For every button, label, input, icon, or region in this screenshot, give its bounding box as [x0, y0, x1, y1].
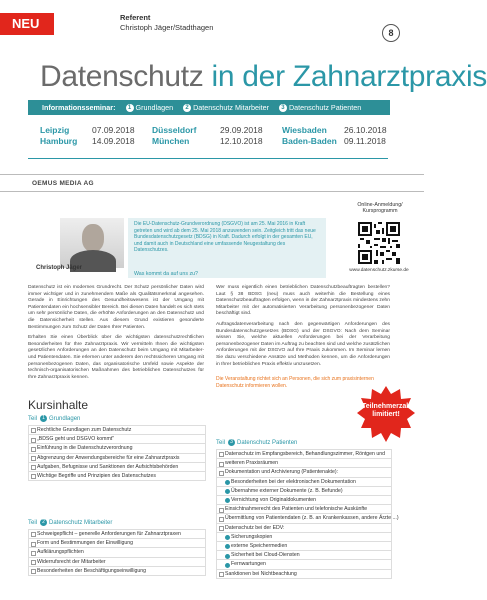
schedule-date: 26.10.2018 — [344, 125, 387, 135]
course-list-item: Vernichtung von Originaldokumenten — [217, 496, 391, 505]
course-list-item: Sicherungskopien — [217, 533, 391, 542]
part-title: Datenschutz Patienten — [237, 440, 298, 447]
course-list-item: Besonderheiten der Beschäftigungseinwilligung — [29, 567, 205, 576]
publisher-label: OEMUS MEDIA AG — [32, 180, 94, 187]
course-list-item: Einführung in die Datenschutzverordnung — [29, 444, 205, 453]
schedule-city: Düsseldorf — [152, 125, 197, 135]
banner-label: Informationsseminar: — [42, 103, 116, 112]
intro-question: Was kommt da auf uns zu? — [134, 271, 198, 277]
page-number: 8 — [382, 24, 400, 42]
schedule-date: 12.10.2018 — [220, 136, 263, 146]
new-badge: NEU — [0, 13, 54, 35]
course-list-item: Sanktionen bei Nichtbeachtung — [217, 570, 391, 579]
topic-number: 1 — [126, 104, 134, 112]
course-list-item: Dokumentation und Archivierung (Patientenakte): — [217, 468, 391, 477]
part-number: 2 — [40, 519, 47, 526]
title-part-2: in der Zahnarztpraxis — [211, 60, 487, 93]
referent-name: Christoph Jäger/Stadthagen — [120, 23, 214, 32]
course-list-item: Übermittlung von Patientendaten (z. B. an Krankenkassen, andere Ärzte ...) — [217, 514, 391, 523]
course-list-item: weiteren Praxisräumen — [217, 459, 391, 468]
schedule-city: Hamburg — [40, 136, 78, 146]
title-part-1: Datenschutz — [40, 60, 204, 93]
part-heading — [28, 415, 80, 422]
body-left-column — [28, 285, 204, 385]
course-list-item: Widerrufsrecht der Mitarbeiter — [29, 558, 205, 567]
audience-callout: Die Veranstaltung richtet sich an Personen, die sich zum praxisinternen Datenschutz informieren wollen. — [216, 376, 374, 389]
schedule-date: 14.09.2018 — [92, 136, 135, 146]
schedule-date: 29.09.2018 — [220, 125, 263, 135]
schedule-city: Wiesbaden — [282, 125, 327, 135]
course-list-item: Wichtige Begriffe und Prinzipien des Datenschutzes — [29, 472, 205, 481]
topic-label: Grundlagen — [135, 103, 174, 112]
part-number: 3 — [228, 439, 235, 446]
course-list-item: Einsichtnahmerecht des Patienten und telefonische Auskünfte — [217, 505, 391, 514]
topic-label: Datenschutz Patienten — [288, 103, 362, 112]
limited-participants-label: Teilnehmerzahl limitiert! — [362, 403, 413, 418]
divider — [28, 158, 388, 159]
topic-number: 2 — [183, 104, 191, 112]
course-list-item: Form und Bestimmungen der Einwilligung — [29, 539, 205, 548]
divider — [0, 191, 424, 192]
course-list-item: Rechtliche Grundlagen zum Datenschutz — [29, 426, 205, 435]
page-title — [40, 60, 487, 94]
part-heading — [28, 519, 112, 526]
schedule-city: Leipzig — [40, 125, 70, 135]
body-paragraph: Datenschutz ist ein modernes Grundrecht. Der Schutz persönlicher Daten wird immer wichtiger und in zunehmendem Maße als Qualitätsmerkmal angesehen. Gerade in Einrichtungen des Gesundheitswesens ist der Umgang mit Patientendaten ein hochsensibler Bereich. Bei diesen Daten handelt es sich stets um sehr persönliche Daten, die erhöhte Anforderungen an den Datenschutz und die Datensicherheit stellen. Aus diesem Grund existieren gesonderte Bestimmungen zum Schutz der Daten Ihrer Patienten. — [28, 285, 204, 330]
course-list-item: Schweigepflicht – generelle Anforderungen für Zahnarztpraxen — [29, 530, 205, 539]
course-list-item: externe Speichermedien — [217, 542, 391, 551]
part-title: Grundlagen — [49, 416, 81, 423]
body-right-column — [216, 285, 390, 372]
part-title: Datenschutz Mitarbeiter — [49, 520, 113, 527]
body-paragraph: Auftragsdatenverarbeitung nach den gegenwärtigen Anforderungen des Bundesdatenschutzgesetzes (BDSG) und der DSGVO: Nach dem Seminar wissen Sie, welche aktuellen Anforderungen bei der Verarbeitung personenbezogener Daten im Auftrag zu beachten sind und welche zusätzlichen Anforderungen mit der DSGVO auf Ihre Praxis zukommen. Im Seminar lernen Sie dazu verschiedene Ansätze und Methoden kennen, um die Anforderungen in Ihrer betrieblichen Praxis effektiv umzusetzen. — [216, 321, 391, 367]
seminar-banner — [28, 100, 390, 115]
divider — [0, 174, 424, 175]
course-list-item: Datenschutz im Empfangsbereich, Behandlungszimmer, Röntgen und — [217, 450, 391, 459]
qr-url[interactable]: www.datenschutz.zkurse.de — [349, 268, 409, 273]
course-list-item: Fernwartungen — [217, 560, 391, 569]
topic-label: Datenschutz Mitarbeiter — [193, 103, 269, 112]
body-paragraph: Erhalten Sie einen Überblick über die wichtigsten datenschutzrechtlichen Besonderheiten für Ihre Zahnarztpraxis. Wir vermitteln Ihnen die wichtigsten gesetzlichen Anforderungen an den Datenschutz beim Umgang mit Mitarbeiter- und Patientendaten. Sie erlernen unter anderem den rechtssicheren Umgang mit personenbezogenen Daten, das organisatorische Umfeld sowie Aspekte der technisch-organisatorischen Maßnahmen des betrieblichen Datenschutzes für Ihre Zahnarztpraxis kennen. — [28, 335, 204, 380]
qr-code[interactable] — [358, 222, 400, 264]
course-list-item: Übernahme externer Dokumente (z. B. Befunde) — [217, 487, 391, 496]
course-list-item: Besonderheiten bei der elektronischen Dokumentation — [217, 478, 391, 487]
part-heading — [216, 439, 297, 446]
course-list-item: Sicherheit bei Cloud-Diensten — [217, 551, 391, 560]
schedule-date: 09.11.2018 — [344, 136, 386, 146]
photo-caption: Christoph Jäger — [36, 265, 83, 271]
part-list — [28, 529, 206, 576]
part-list — [28, 425, 206, 481]
course-list-item: Aufgaben, Befugnisse und Sanktionen der Aufsichtsbehörden — [29, 463, 205, 472]
schedule-city: Baden-Baden — [282, 136, 337, 146]
course-list-item: Abgrenzung der Anwendungsbereiche für eine Zahnarztpraxis — [29, 454, 205, 463]
topic-number: 3 — [279, 104, 287, 112]
schedule-date: 07.09.2018 — [92, 125, 135, 135]
speaker-photo — [60, 218, 124, 268]
schedule-city: München — [152, 136, 190, 146]
course-list-item: Aufklärungspflichten — [29, 548, 205, 557]
referent-label: Referent — [120, 13, 151, 22]
part-number: 1 — [40, 415, 47, 422]
part-word: Teil — [216, 440, 226, 447]
course-list-item: „BDSG geht und DSGVO kommt" — [29, 435, 205, 444]
part-word: Teil — [28, 416, 38, 423]
course-list-item: Datenschutz bei der EDV: — [217, 524, 391, 533]
body-paragraph: Wer muss eigentlich einen betrieblichen Datenschutzbeauftragten bestellen? Laut § 38 BDSG (neu) muss auch weiterhin die Bestellung eines Datenschutzbeauftragten erfolgen, wenn in der Zahnarztpraxis mindestens zehn Mitarbeiter mit der automatisierten Verarbeitung personenbezogener Daten beschäftigt sind. — [216, 285, 390, 317]
part-list — [216, 449, 399, 579]
part-word: Teil — [28, 520, 38, 527]
qr-label: Online-Anmeldung/ Kursprogramm — [357, 202, 403, 214]
intro-box: Die EU-Datenschutz-Grundverordnung (DSGVO) ist am 25. Mai 2016 in Kraft getreten und wird ab dem 25. Mai 2018 anzuwenden sein. Zeitgleich tritt das neue Bundesdatenschutzgesetz (BDSG) in Kraft. Dadurch erfolgt in der gesamten EU, und damit auch in Deutschland eine umfassende Neugestaltung des Datenschutzes. — [128, 218, 326, 278]
course-contents-heading: Kursinhalte — [28, 398, 89, 412]
